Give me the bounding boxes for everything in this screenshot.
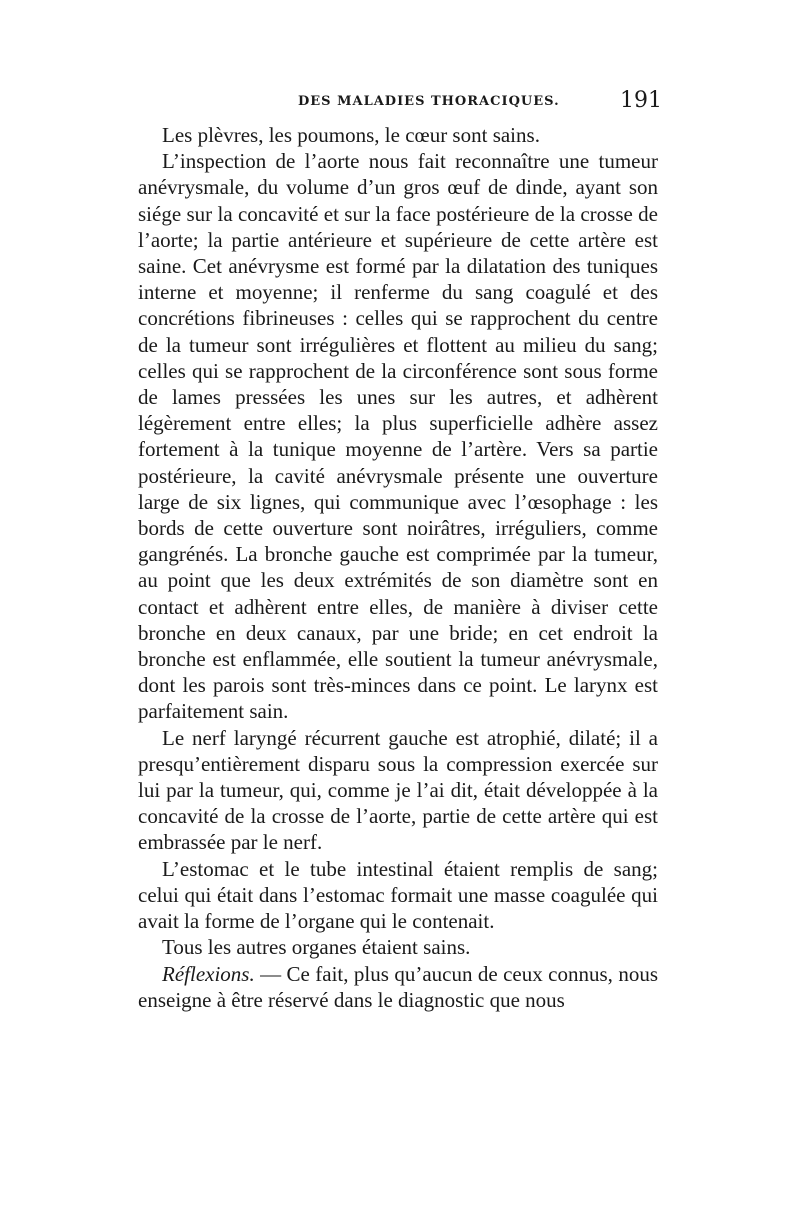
book-page	[138, 88, 662, 1013]
body-text	[138, 122, 658, 1013]
running-head: DES MALADIES THORACIQUES.	[298, 94, 560, 109]
page-number: 191	[620, 88, 662, 113]
paragraph-organs-healthy: Les plèvres, les poumons, le cœur sont sains.	[162, 123, 540, 147]
paragraph-aorta-inspection: L’inspection de l’aorte nous fait reconnaître une tumeur anévrysmale, du volume d’un gros œuf de dinde, ayant son siége sur la concavité et sur la face postérieure de la crosse de l’aorte; la partie antérieure et supérieure de cette artère est saine. Cet anévrysme est formé par la dilatation des tuniques interne et moyenne; il renferme du sang coagulé et des concrétions fibrineuses : celles qui se rapprochent du centre de la tumeur sont irrégulières et flottent au milieu du sang; celles qui se rapprochent de la circonférence sont sous forme de lames pressées les unes sur les autres, et adhèrent légèrement entre elles; la plus superficielle adhère assez fortement à la tunique moyenne de l’artère. Vers sa partie postérieure, la cavité anévrysmale présente une ouverture large de six lignes, qui communique avec l’œsophage : les bords de cette ouverture sont noirâtres, irréguliers, comme gangrénés. La bronche gauche est comprimée par la tumeur, au point que les deux extrémités de son diamètre sont en contact et adhèrent entre elles, de manière à diviser cette bronche en deux canaux, par une bride; en cet endroit la bronche est enflammée, elle soutient la tumeur anévrysmale, dont les parois sont très-minces dans ce point. Le larynx est parfaitement sain.	[138, 149, 658, 724]
paragraph-reflexions	[138, 961, 658, 1013]
page-header	[138, 88, 662, 118]
reflexions-text: — Ce fait, plus qu’aucun de ceux connus, nous enseigne à être réservé dans le diagnostic que nous	[138, 961, 658, 1012]
paragraph-other-organs: Tous les autres organes étaient sains.	[162, 935, 471, 960]
paragraph-laryngeal-nerve: Le nerf laryngé récurrent gauche est atrophié, dilaté; il a presqu’entièrement disparu sous la compression exercée sur lui par la tumeur, qui, comme je l’ai dit, était développée à la concavité de la crosse de l’aorte, partie de cette artère qui est embrassée par le nerf.	[138, 725, 658, 855]
reflexions-heading: Réflexions.	[162, 961, 255, 986]
paragraph-stomach: L’estomac et le tube intestinal étaient remplis de sang; celui qui était dans l’estomac formait une masse coagulée qui avait la forme de l’organe qui le contenait.	[138, 856, 658, 934]
